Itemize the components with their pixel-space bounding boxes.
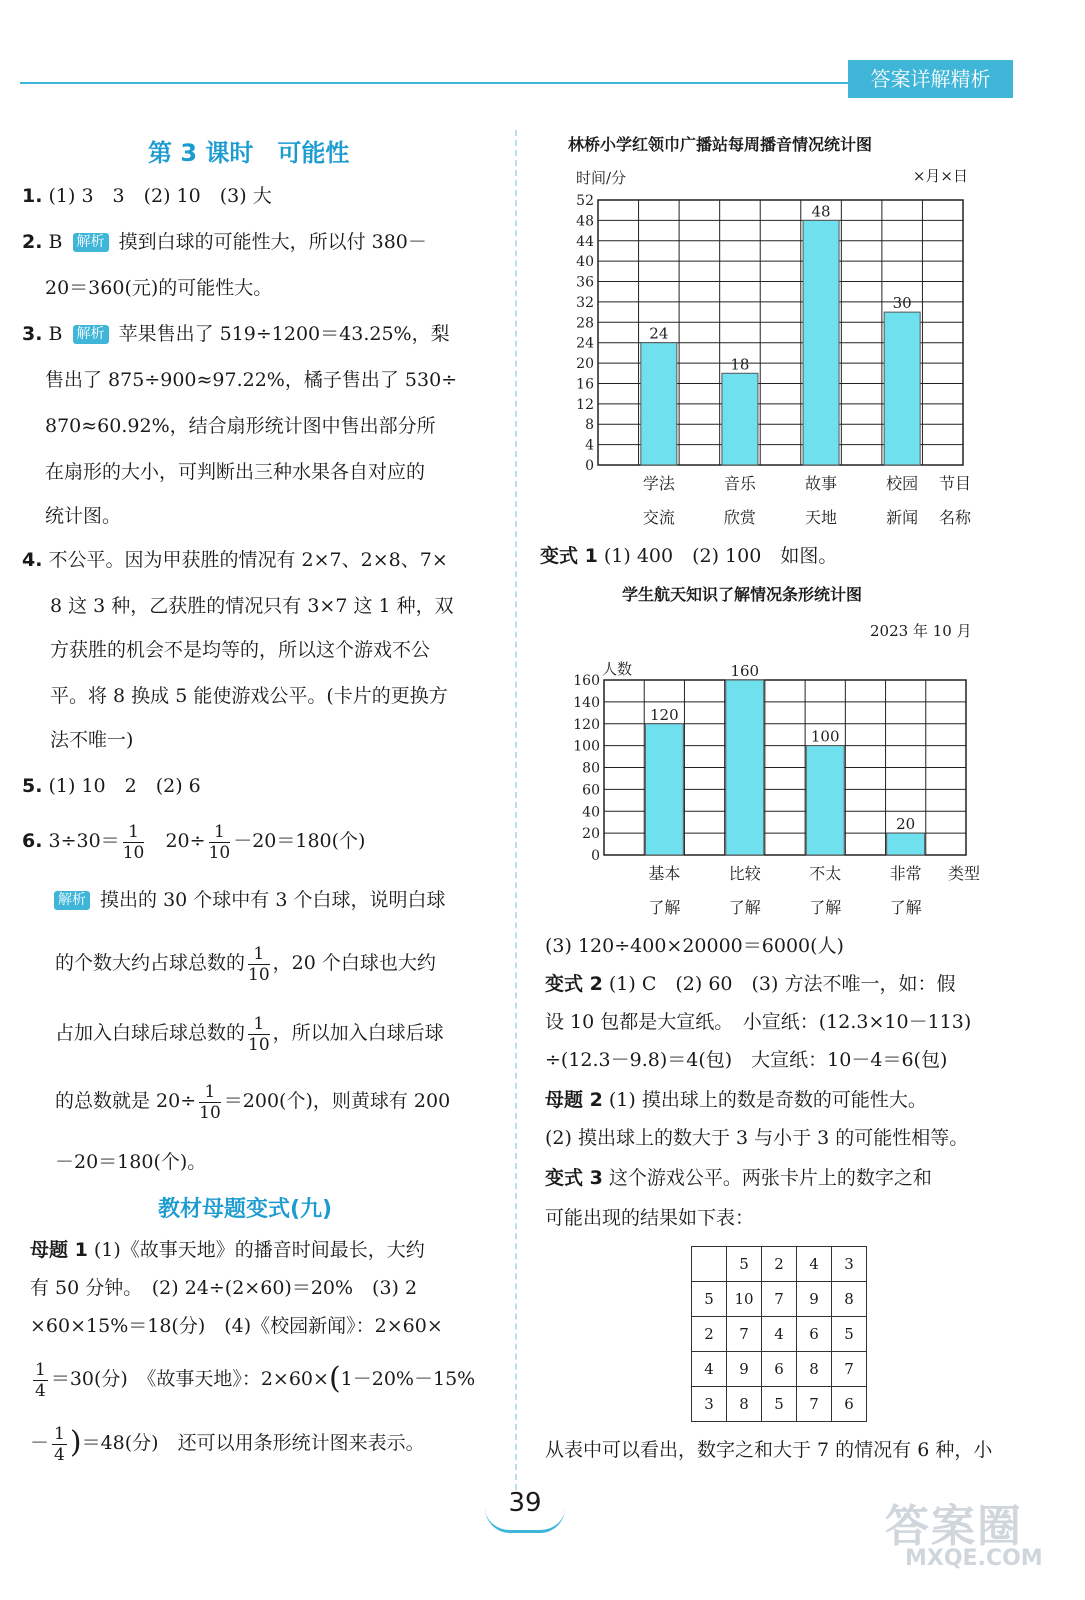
text: 的个数大约占球总数的 (55, 952, 246, 974)
table-cell: 2 (692, 1317, 727, 1352)
x-axis-label: 类型 (947, 864, 981, 883)
q5-num: 5. (22, 775, 43, 797)
fraction-numerator: 1 (248, 1014, 270, 1035)
paren-close: ) (69, 1425, 82, 1460)
table-cell: 7 (797, 1387, 832, 1422)
table-cell: 8 (727, 1387, 762, 1422)
sum-table (691, 1246, 867, 1422)
table-cell: 3 (832, 1247, 867, 1282)
page-number: 39 (508, 1488, 542, 1518)
x-axis-label: 节目 (938, 474, 972, 493)
q6 (22, 818, 365, 864)
m1-text: (1)《故事天地》的播音时间最长，大约 (93, 1239, 425, 1261)
x-category-label: 音乐 (723, 474, 756, 493)
y-tick-label: 12 (576, 396, 594, 413)
table-cell: 7 (727, 1317, 762, 1352)
text: ，20 个白球也大约 (272, 952, 436, 974)
q2-text: 摸到白球的可能性大，所以付 380－ (118, 231, 427, 253)
q4-line3: 方获胜的机会不是均等的，所以这个游戏不公 (50, 639, 431, 661)
y-tick-label: 28 (576, 315, 594, 332)
y-tick-label: 0 (591, 848, 600, 864)
m1-line4 (30, 1356, 475, 1402)
q4-text: 不公平。因为甲获胜的情况有 2×7、2×8、7× (48, 549, 448, 571)
x-category-label: 不太 (809, 864, 842, 883)
watermark-logo: 答案圈 (885, 1501, 1023, 1552)
q1-text: (1) 3 3 (2) 10 (3) 大 (48, 185, 272, 207)
y-tick-label: 120 (573, 716, 600, 733)
q6-expl-line5: －20＝180(个)。 (55, 1151, 207, 1173)
bs2-text: (1) C (2) 60 (3) 方法不唯一，如：假 (608, 973, 956, 995)
fraction (52, 1424, 67, 1465)
table-cell: 8 (832, 1282, 867, 1317)
fraction-denominator: 4 (54, 1444, 65, 1465)
header-tag: 答案详解精析 (848, 60, 1013, 98)
fraction-numerator: 1 (209, 822, 231, 843)
table-cell: 10 (727, 1282, 762, 1317)
table-cell: 9 (797, 1282, 832, 1317)
q2-num: 2. (22, 231, 43, 253)
q6-part-a: 3÷30＝ (48, 830, 120, 852)
y-axis-label: 时间/分 (576, 169, 627, 187)
y-tick-label: 160 (573, 673, 600, 689)
fraction (248, 944, 270, 985)
y-tick-label: 0 (585, 458, 594, 474)
y-tick-label: 100 (573, 738, 600, 755)
y-tick-label: 24 (576, 335, 594, 352)
table-cell: 6 (762, 1352, 797, 1387)
table-cell: 5 (832, 1317, 867, 1352)
bs1-text: (1) 400 (2) 100 如图。 (603, 545, 838, 567)
bar (645, 724, 683, 855)
y-tick-label: 140 (573, 694, 600, 711)
text: 占加入白球后球总数的 (55, 1022, 246, 1044)
chart2-date: 2023 年 10 月 (870, 622, 972, 640)
q4-line4: 平。将 8 换成 5 能使游戏公平。(卡片的更换方 (50, 685, 448, 707)
text: ＝200(个)，则黄球有 200 (223, 1090, 451, 1112)
q4-line1 (22, 546, 448, 574)
fraction-denominator: 10 (208, 842, 231, 863)
y-tick-label: 52 (576, 193, 594, 209)
table-cell: 4 (762, 1317, 797, 1352)
q6-part-c: －20＝180(个) (233, 830, 366, 852)
bs1-line (540, 542, 837, 570)
text: 的总数就是 20÷ (55, 1090, 197, 1112)
table-cell: 4 (692, 1352, 727, 1387)
fraction-denominator: 10 (248, 964, 270, 985)
text: ，所以加入白球后球 (272, 1022, 444, 1044)
q3-line2: 售出了 875÷900≈97.22%，橘子售出了 530÷ (45, 369, 458, 391)
bs1-q3: (3) 120÷400×20000＝6000(人) (545, 935, 844, 957)
q6-num: 6. (22, 830, 43, 852)
bar-value-label: 24 (649, 324, 669, 343)
watermark-url: MXQE.COM (905, 1546, 1043, 1571)
bs3-line2: 可能出现的结果如下表： (545, 1207, 755, 1229)
x-category-label: 天地 (805, 508, 838, 527)
fraction-numerator: 1 (123, 822, 145, 843)
bar-value-label: 18 (730, 355, 750, 374)
q2-answer: B (48, 231, 63, 253)
bar (884, 312, 920, 465)
x-category-label: 了解 (648, 898, 681, 917)
m2-line2: (2) 摸出球上的数大于 3 与小于 3 的可能性相等。 (545, 1127, 969, 1149)
x-category-label: 基本 (648, 864, 681, 883)
y-tick-label: 16 (576, 376, 594, 393)
m1-line2: 有 50 分钟。 (2) 24÷(2×60)＝20% (3) 2 (30, 1277, 418, 1299)
q3-answer: B (48, 323, 63, 345)
fraction-numerator: 1 (54, 1423, 65, 1444)
table-cell: 5 (692, 1282, 727, 1317)
m2-line1 (545, 1086, 927, 1114)
bar (806, 746, 844, 855)
table-cell: 9 (727, 1352, 762, 1387)
q3-line3: 870≈60.92%，结合扇形统计图中售出部分所 (45, 415, 436, 437)
q6-part-b: 20÷ (165, 830, 206, 852)
m1-line5 (30, 1420, 425, 1466)
y-tick-label: 8 (585, 417, 594, 434)
table-cell: 7 (762, 1282, 797, 1317)
q6-expl-text: 摸出的 30 个球中有 3 个白球，说明白球 (100, 889, 446, 911)
q6-expl-line4 (55, 1078, 450, 1124)
x-category-label: 欣赏 (723, 508, 756, 527)
table-row (692, 1317, 867, 1352)
table-row (692, 1387, 867, 1422)
analysis-tag: 解析 (54, 891, 90, 910)
bar (887, 833, 925, 855)
bs3-line1 (545, 1164, 932, 1192)
table-row (692, 1247, 867, 1282)
table-cell: 8 (797, 1352, 832, 1387)
table-cell: 3 (692, 1387, 727, 1422)
table-row (692, 1352, 867, 1387)
q2-line2: 20＝360(元)的可能性大。 (45, 277, 273, 299)
x-category-label: 学法 (642, 474, 675, 493)
y-tick-label: 44 (576, 233, 594, 250)
last-line: 从表中可以看出，数字之和大于 7 的情况有 6 种，小 (545, 1439, 993, 1461)
bar (726, 680, 764, 855)
chart2 (560, 652, 1000, 932)
fraction (199, 1082, 221, 1123)
x-category-label: 非常 (889, 864, 922, 883)
bar-value-label: 30 (892, 294, 912, 313)
fraction (123, 822, 145, 863)
q6-expl-line1 (50, 886, 445, 914)
y-tick-label: 36 (576, 274, 594, 291)
bar (803, 220, 839, 465)
y-tick-label: 40 (576, 254, 594, 271)
x-category-label: 故事 (805, 474, 838, 493)
x-category-label: 新闻 (886, 508, 919, 527)
m2-text: (1) 摸出球上的数是奇数的可能性大。 (608, 1089, 927, 1111)
bs2-line2: 设 10 包都是大宣纸。 小宣纸：(12.3×10－113) (545, 1011, 972, 1033)
x-category-label: 校园 (886, 474, 919, 493)
table-row (692, 1282, 867, 1317)
table-cell: 5 (762, 1387, 797, 1422)
table-cell: 6 (797, 1317, 832, 1352)
fraction (209, 822, 231, 863)
bs2-line1 (545, 970, 955, 998)
x-category-label: 了解 (809, 898, 842, 917)
fraction-numerator: 1 (248, 944, 270, 965)
column-divider (515, 130, 517, 1490)
m1-line3: ×60×15%＝18(分) (4)《校园新闻》：2×60× (30, 1315, 443, 1337)
y-tick-label: 4 (585, 437, 594, 454)
q3-text: 苹果售出了 519÷1200＝43.25%，梨 (118, 323, 450, 345)
table-cell: 2 (762, 1247, 797, 1282)
x-category-label: 了解 (728, 898, 761, 917)
text: ＝30(分) 《故事天地》：2×60× (50, 1368, 329, 1390)
bs2-line3: ÷(12.3－9.8)＝4(包) 大宣纸：10－4＝6(包) (545, 1049, 948, 1071)
y-tick-label: 60 (582, 782, 600, 799)
y-tick-label: 20 (576, 356, 594, 373)
x-category-label: 了解 (889, 898, 922, 917)
y-axis-label: 人数 (602, 660, 633, 678)
x-axis-label: 名称 (938, 508, 972, 527)
chart2-title: 学生航天知识了解情况条形统计图 (622, 585, 863, 604)
q4-line2: 8 这 3 种，乙获胜的情况只有 3×7 这 1 种，双 (50, 595, 454, 617)
table-cell: 6 (832, 1387, 867, 1422)
bs1-label: 变式 1 (540, 545, 598, 567)
fraction-numerator: 1 (35, 1359, 46, 1380)
fraction-denominator: 10 (248, 1034, 270, 1055)
bar-value-label: 20 (896, 815, 916, 834)
chart1 (540, 160, 1000, 540)
bar (722, 373, 758, 465)
fraction-denominator: 10 (199, 1102, 221, 1123)
q1-num: 1. (22, 185, 43, 207)
y-tick-label: 40 (582, 804, 600, 821)
bar-value-label: 160 (730, 662, 760, 680)
fraction (33, 1360, 48, 1401)
q4-line5: 法不唯一) (50, 729, 134, 751)
paren-open: ( (328, 1361, 341, 1396)
q3-line4: 在扇形的大小，可判断出三种水果各自对应的 (45, 461, 426, 483)
q5 (22, 772, 201, 800)
bs3-text: 这个游戏公平。两张卡片上的数字之和 (608, 1167, 932, 1189)
table-cell: 4 (797, 1247, 832, 1282)
q6-expl-line2 (55, 940, 436, 986)
text: 1－20%－15% (340, 1368, 476, 1390)
q2-line1 (22, 228, 427, 256)
x-category-label: 交流 (642, 508, 675, 527)
fraction (248, 1014, 270, 1055)
x-category-label: 比较 (728, 864, 761, 883)
analysis-tag: 解析 (73, 325, 109, 344)
q3-line5: 统计图。 (45, 505, 122, 527)
bs2-label: 变式 2 (545, 973, 603, 995)
fraction-numerator: 1 (199, 1082, 221, 1103)
text: ＝48(分) 还可以用条形统计图来表示。 (81, 1432, 425, 1454)
m1-label: 母题 1 (30, 1239, 88, 1261)
analysis-tag: 解析 (73, 233, 109, 252)
q6-expl-line3 (55, 1010, 444, 1056)
fraction-denominator: 4 (35, 1380, 46, 1401)
header-rule (20, 82, 850, 84)
bar-value-label: 48 (811, 202, 831, 221)
bar (641, 343, 677, 465)
q5-text: (1) 10 2 (2) 6 (48, 775, 201, 797)
q1 (22, 182, 272, 210)
table-cell (692, 1247, 727, 1282)
bar-value-label: 120 (650, 705, 679, 724)
m2-label: 母题 2 (545, 1089, 603, 1111)
q3-line1 (22, 320, 450, 348)
table-cell: 5 (727, 1247, 762, 1282)
bs3-label: 变式 3 (545, 1167, 603, 1189)
chart1-date: ×月×日 (912, 167, 968, 185)
y-tick-label: 48 (576, 213, 594, 230)
q4-num: 4. (22, 549, 43, 571)
y-tick-label: 80 (582, 760, 600, 777)
m1-line1 (30, 1236, 425, 1264)
y-tick-label: 32 (576, 294, 594, 311)
sub-title: 教材母题变式(九) (158, 1197, 333, 1222)
chart1-title: 林桥小学红领巾广播站每周播音情况统计图 (568, 135, 873, 154)
q3-num: 3. (22, 323, 43, 345)
text: － (30, 1432, 50, 1454)
y-tick-label: 20 (582, 826, 600, 843)
bar-value-label: 100 (810, 727, 840, 746)
table-cell: 7 (832, 1352, 867, 1387)
fraction-denominator: 10 (122, 842, 145, 863)
section-title: 第 3 课时 可能性 (148, 139, 350, 167)
